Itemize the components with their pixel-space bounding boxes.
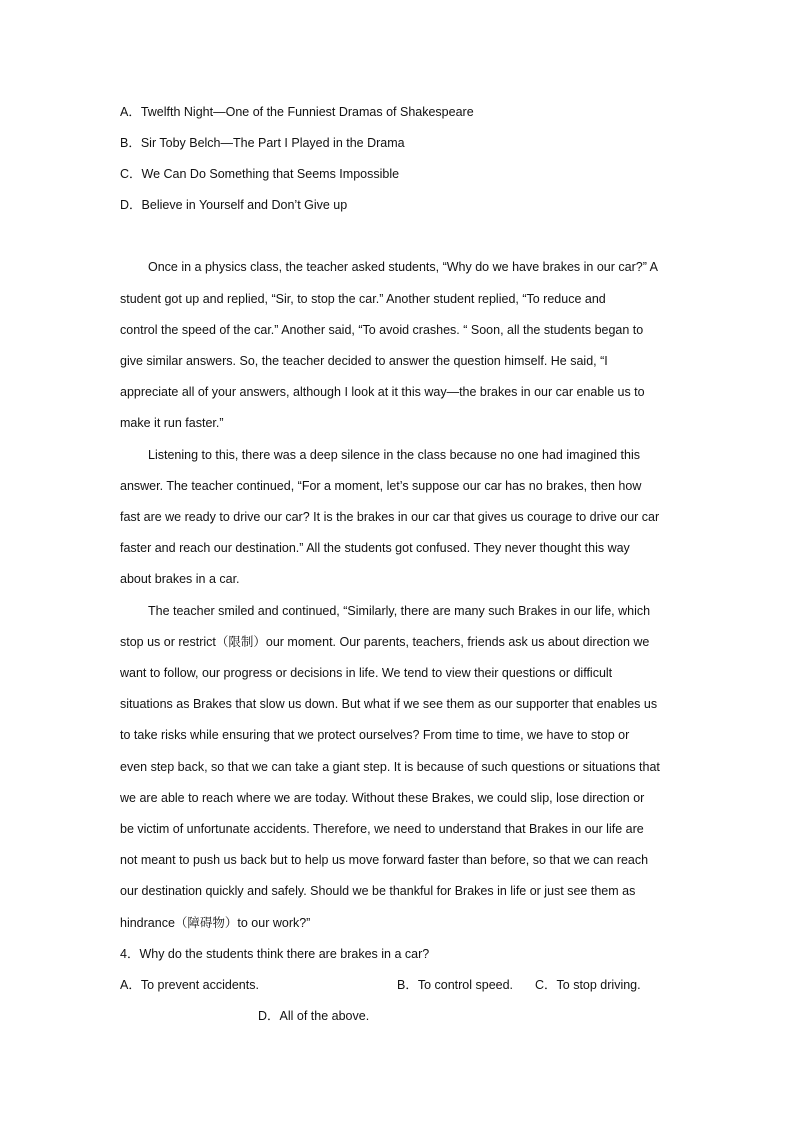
passage-line: make it run faster.”	[120, 416, 224, 430]
prev-option-b: B．Sir Toby Belch—The Part I Played in the Drama	[120, 136, 405, 150]
question-4-option-b: B．To control speed.	[397, 978, 514, 992]
passage-line: appreciate all of your answers, although I look at it this way—the brakes in our car enable us to	[120, 385, 645, 399]
prev-option-c: C．We Can Do Something that Seems Impossible	[120, 167, 400, 181]
passage-line: about brakes in a car.	[120, 572, 240, 586]
prev-option-d: D．Believe in Yourself and Don’t Give up	[120, 198, 348, 212]
passage-line: we are able to reach where we are today. Without these Brakes, we could slip, lose direction or	[120, 791, 645, 805]
passage-line: not meant to push us back but to help us move forward faster than before, so that we can reach	[120, 853, 649, 867]
passage-line: our destination quickly and safely. Should we be thankful for Brakes in life or just see them as	[120, 884, 636, 898]
passage-line: to take risks while ensuring that we protect ourselves? From time to time, we have to stop or	[120, 728, 630, 742]
passage-line: be victim of unfortunate accidents. Therefore, we need to understand that Brakes in our life are	[120, 822, 644, 836]
passage-line: The teacher smiled and continued, “Similarly, there are many such Brakes in our life, which	[148, 604, 651, 618]
passage-line: Listening to this, there was a deep silence in the class because no one had imagined this	[148, 448, 640, 462]
passage-line: stop us or restrict（限制）our moment. Our parents, teachers, friends ask us about direction we	[120, 635, 650, 649]
passage-line: faster and reach our destination.” All the students got confused. They never thought this way	[120, 541, 630, 555]
passage-line: control the speed of the car.” Another said, “To avoid crashes. “ Soon, all the students began to	[120, 323, 644, 337]
passage-line: even step back, so that we can take a giant step. It is because of such questions or situations that	[120, 760, 660, 774]
passage-line: situations as Brakes that slow us down. But what if we see them as our supporter that enables us	[120, 697, 658, 711]
passage-line: Once in a physics class, the teacher asked students, “Why do we have brakes in our car?” A	[148, 260, 658, 274]
question-4-stem: 4．Why do the students think there are brakes in a car?	[120, 947, 430, 961]
passage-line: student got up and replied, “Sir, to stop the car.” Another student replied, “To reduce and	[120, 292, 606, 306]
passage-line: answer. The teacher continued, “For a moment, let’s suppose our car has no brakes, then how	[120, 479, 642, 493]
question-4-option-c: C．To stop driving.	[535, 978, 641, 992]
prev-option-a: A．Twelfth Night—One of the Funniest Dramas of Shakespeare	[120, 105, 474, 119]
passage-line: want to follow, our progress or decisions in life. We tend to view their questions or difficult	[120, 666, 613, 680]
question-4-option-d: D．All of the above.	[258, 1009, 370, 1023]
passage-line: fast are we ready to drive our car? It is the brakes in our car that gives us courage to drive our car	[120, 510, 660, 524]
passage-line: hindrance（障碍物）to our work?”	[120, 916, 311, 930]
passage-line: give similar answers. So, the teacher decided to answer the question himself. He said, “I	[120, 354, 608, 368]
question-4-option-a: A．To prevent accidents.	[120, 978, 259, 992]
